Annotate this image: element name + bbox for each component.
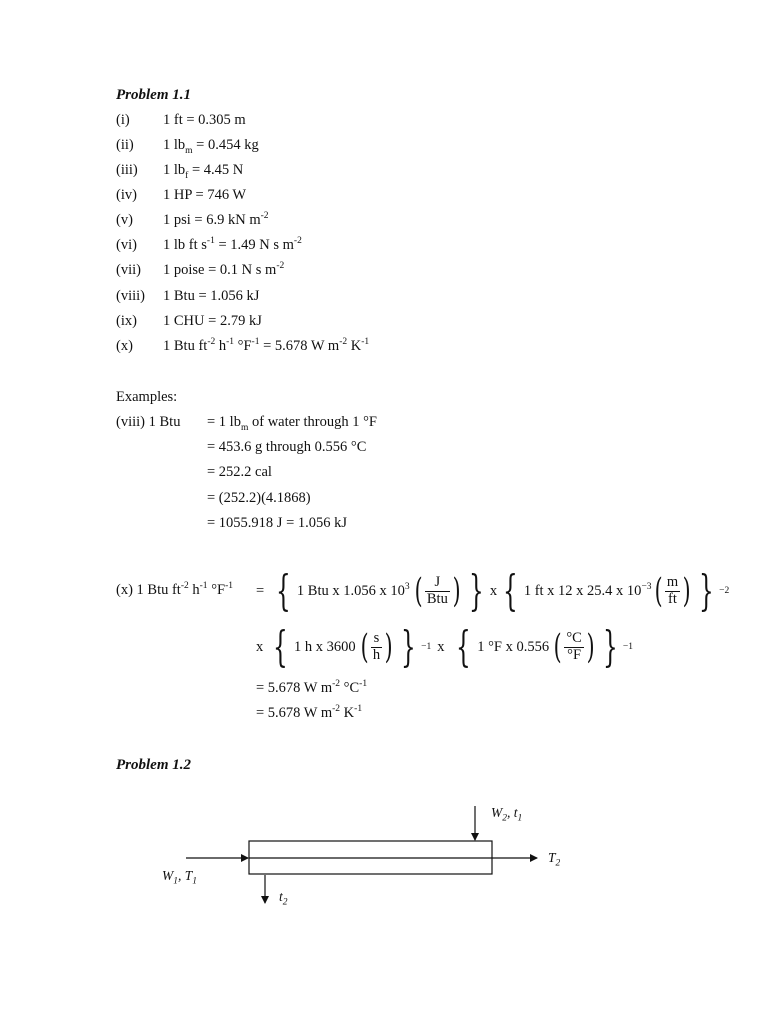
conversion-numeral: (vi) <box>116 237 137 253</box>
unit-subscript: f <box>185 170 189 181</box>
times-sign: x <box>256 638 264 655</box>
equals-sign: = <box>192 137 208 153</box>
right-paren-icon: ) <box>586 627 595 667</box>
problem-1-1-heading: Problem 1.1 <box>116 87 191 103</box>
fraction-c-per-f: $\frac{^\circ C}{^\circ F}$ <box>566 629 582 663</box>
equals-sign: = <box>204 262 220 278</box>
right-brace-icon: } <box>469 566 484 615</box>
conversion-lhs: 1 ft <box>163 112 183 128</box>
step-text: of water through 1 °F <box>248 414 377 430</box>
conversion-lhs: 1 HP <box>163 187 192 203</box>
step-text: = 1055.918 J = 1.056 kJ <box>207 515 348 531</box>
problem-1-2-heading: Problem 1.2 <box>116 757 191 773</box>
conversion-numeral: (x) <box>116 338 133 354</box>
conversion-rhs: 1.49 N s m <box>230 237 294 253</box>
conversion-rhs: 0.454 kg <box>207 137 259 153</box>
right-brace-icon: } <box>401 622 417 671</box>
right-paren-icon: ) <box>682 571 691 611</box>
equals-sign: = <box>204 313 220 329</box>
conversion-numeral: (i) <box>116 112 130 128</box>
conversion-rhs: 6.9 kN m <box>206 212 261 228</box>
term-ft-factor: 1 ft x 12 x 25.4 x $10^{-3}$ <box>523 581 652 599</box>
conversion-numeral: (ix) <box>116 313 137 329</box>
conversion-numeral: (iii) <box>116 162 138 178</box>
example-viii-label: (viii) 1 Btu <box>116 414 181 430</box>
conversion-term: -1 <box>226 337 235 348</box>
conversion-term: -2 <box>207 337 216 348</box>
conversion-lhs: 1 poise <box>163 262 205 278</box>
term-hour-factor: 1 h x 3600 <box>293 638 356 655</box>
left-paren-icon: ( <box>553 627 562 667</box>
equals-sign: = <box>194 288 211 304</box>
conversion-lhs: 1 psi <box>163 212 191 228</box>
equals-sign: = <box>188 162 204 178</box>
fraction-m-per-ft: $\frac{m}{ft}$ <box>666 573 679 607</box>
left-paren-icon: ( <box>360 627 369 667</box>
example-x-result-celsius: = 5.678 W $m^{-2}$ $^\circ C^{-1}$ <box>256 679 368 696</box>
step-text: = 252.2 cal <box>207 464 272 480</box>
unit-exponent: -1 <box>206 236 215 247</box>
left-brace-icon: { <box>273 622 288 671</box>
conversion-lhs: 1 lb <box>163 162 186 178</box>
conversion-term: h <box>215 338 227 354</box>
conversion-rhs: 1.056 kJ <box>210 288 260 304</box>
unit-exponent: -2 <box>260 211 269 222</box>
equals-sign: = <box>190 212 207 228</box>
conversion-numeral: (iv) <box>116 187 137 203</box>
left-brace-icon: { <box>456 622 472 671</box>
equals-sign: = <box>182 112 199 128</box>
left-brace-icon: { <box>276 566 291 615</box>
unit-exponent: -2 <box>293 236 302 247</box>
conversion-term: -1 <box>361 337 370 348</box>
equals-sign: = <box>256 582 265 599</box>
conversion-term: °F <box>234 338 252 354</box>
conversion-term: = 5.678 W m <box>259 338 340 354</box>
conversion-numeral: (v) <box>116 212 133 228</box>
exponent: −2 <box>719 586 730 596</box>
step-text: = 453.6 g through 0.556 °C <box>207 439 367 455</box>
conversion-term: -1 <box>251 337 260 348</box>
left-brace-icon: { <box>503 566 518 615</box>
conversion-rhs: 746 W <box>207 187 247 203</box>
fraction-j-per-btu: $\frac{J}{\text{Btu}}$ <box>426 573 448 607</box>
right-brace-icon: } <box>699 566 715 615</box>
unit-exponent: -2 <box>276 261 285 272</box>
left-paren-icon: ( <box>414 571 423 611</box>
conversion-lhs: 1 Btu ft <box>163 338 208 354</box>
label-w1-t1: $W_1$, $T_1$ <box>162 868 198 887</box>
label-t2-outlet: $T_2$ <box>548 850 561 869</box>
exponent: −1 <box>622 642 633 652</box>
label-t2-shell-outlet: $t_2$ <box>279 889 288 908</box>
conversion-numeral: (vii) <box>116 262 141 278</box>
examples-heading: Examples: <box>116 389 178 405</box>
conversion-numeral: (viii) <box>116 288 145 304</box>
conversion-rhs: 4.45 N <box>203 162 244 178</box>
conversion-numeral: (ii) <box>116 137 134 153</box>
fraction-s-per-h: $\frac{s}{h}$ <box>372 629 381 663</box>
conversion-rhs: 2.79 kJ <box>219 313 262 329</box>
term-btu-factor: 1 Btu x 1.056 x $10^3$ <box>296 581 410 599</box>
right-paren-icon: ) <box>452 571 461 611</box>
step-text: = (252.2)(4.1868) <box>207 490 311 506</box>
conversion-lhs: 1 lb <box>163 137 186 153</box>
conversion-term: K <box>347 338 362 354</box>
conversion-rhs: 0.305 m <box>198 112 246 128</box>
equals-sign: = <box>191 187 208 203</box>
left-paren-icon: ( <box>654 571 663 611</box>
times-sign: x <box>437 638 445 655</box>
conversion-term: -2 <box>339 337 348 348</box>
exponent: −1 <box>421 642 432 652</box>
conversion-lhs: 1 CHU <box>163 313 205 329</box>
example-x-result-kelvin: = 5.678 W $m^{-2}$ $K^{-1}$ <box>256 704 363 721</box>
conversion-lhs: 1 Btu <box>163 288 195 304</box>
unit-subscript: m <box>185 145 193 156</box>
example-x-label: (x) 1 Btu $ft^{-2}$ $h^{-1}$ $^\circ F^{-1}$ <box>116 581 233 598</box>
step-text: = 1 lb <box>207 414 241 430</box>
right-paren-icon: ) <box>384 627 393 667</box>
conversion-rhs: 0.1 N s m <box>219 262 277 278</box>
equals-sign: = <box>214 237 231 253</box>
term-temperature-factor: 1 °F x 0.556 <box>477 638 550 655</box>
times-sign: x <box>489 582 498 599</box>
unit-subscript: m <box>240 422 249 433</box>
conversion-lhs: 1 lb ft s <box>163 237 207 253</box>
label-w2-t1: $W_2$, $t_1$ <box>491 805 523 824</box>
right-brace-icon: } <box>603 622 618 671</box>
